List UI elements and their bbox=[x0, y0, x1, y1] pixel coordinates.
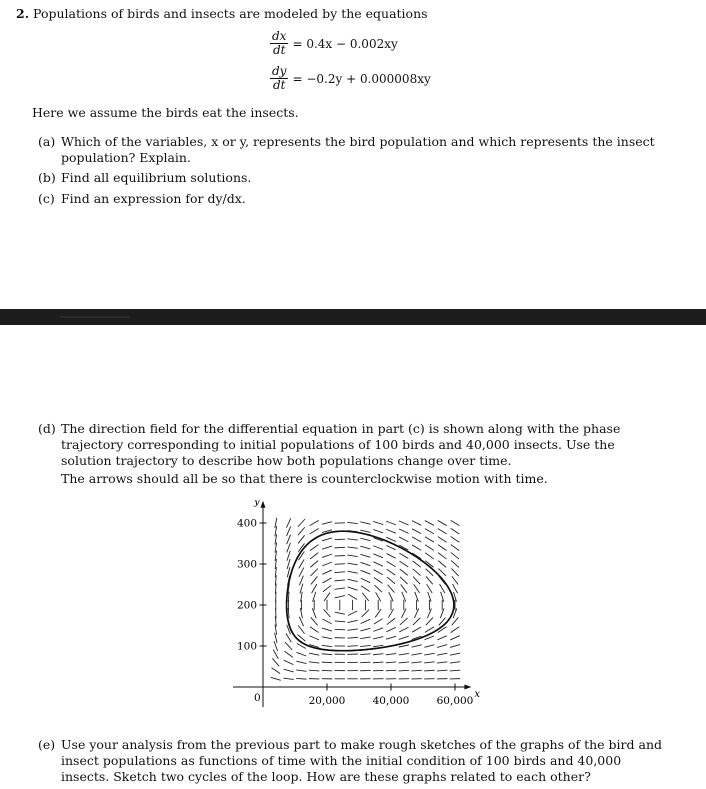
part-text: Which of the variables, x or y, represents the bird population and which represents the insect population? Explain. bbox=[61, 134, 655, 165]
field-segment bbox=[309, 653, 319, 655]
field-segment bbox=[373, 521, 383, 524]
field-segment bbox=[360, 530, 370, 532]
field-segment bbox=[309, 670, 319, 671]
field-segment bbox=[411, 653, 421, 655]
field-segment bbox=[425, 521, 434, 526]
field-segment bbox=[451, 627, 460, 633]
field-segment bbox=[424, 645, 434, 648]
field-segment bbox=[347, 563, 357, 565]
field-segment bbox=[298, 625, 304, 633]
part-text: Find an expression for dy/dx. bbox=[61, 191, 246, 206]
denominator: dt bbox=[272, 43, 286, 57]
field-segment bbox=[399, 636, 409, 639]
field-segment bbox=[299, 560, 304, 569]
part-c bbox=[38, 191, 663, 207]
assumption-note: Here we assume the birds eat the insects. bbox=[32, 105, 299, 120]
field-segment bbox=[310, 627, 319, 633]
field-segment bbox=[399, 670, 409, 671]
field-segment bbox=[298, 519, 305, 527]
field-segment bbox=[347, 522, 357, 523]
field-segment bbox=[323, 585, 331, 591]
field-segment bbox=[298, 535, 304, 543]
field-segment bbox=[286, 518, 290, 527]
field-segment bbox=[322, 619, 331, 624]
field-segment bbox=[413, 618, 420, 625]
field-segment bbox=[322, 654, 332, 655]
field-segment bbox=[451, 528, 460, 534]
field-segment bbox=[310, 520, 319, 525]
field-segment bbox=[413, 569, 421, 576]
field-segment bbox=[451, 561, 459, 568]
field-segment bbox=[284, 651, 292, 657]
field-segment bbox=[439, 569, 446, 576]
field-segment bbox=[348, 594, 357, 599]
field-segment bbox=[272, 658, 279, 666]
field-segment bbox=[360, 522, 370, 524]
field-segment bbox=[388, 585, 395, 593]
field-segment bbox=[273, 650, 278, 659]
field-segment bbox=[399, 529, 408, 533]
part-label: (d) bbox=[38, 421, 56, 436]
field-segment bbox=[322, 662, 332, 663]
field-segment bbox=[386, 662, 396, 663]
field-segment bbox=[298, 527, 305, 535]
field-segment bbox=[451, 553, 459, 559]
part-label: (a) bbox=[38, 134, 56, 149]
field-segment bbox=[399, 561, 408, 567]
field-segment bbox=[271, 677, 281, 680]
field-segment bbox=[451, 536, 460, 542]
field-segment bbox=[324, 593, 330, 601]
numerator: dx bbox=[272, 29, 287, 43]
y-axis-arrowhead bbox=[261, 501, 266, 508]
field-segment bbox=[348, 620, 358, 622]
field-segment bbox=[451, 545, 459, 551]
field-segment bbox=[424, 662, 434, 663]
field-segment bbox=[360, 654, 370, 655]
field-segment bbox=[374, 570, 383, 575]
field-segment bbox=[450, 670, 460, 671]
field-segment bbox=[412, 627, 421, 632]
field-segment bbox=[361, 570, 371, 574]
part-label: (c) bbox=[38, 191, 55, 206]
field-segment bbox=[347, 637, 357, 638]
field-segment bbox=[437, 653, 447, 655]
field-segment bbox=[296, 678, 306, 679]
field-segment bbox=[437, 645, 447, 648]
field-segment bbox=[347, 539, 357, 540]
part-text: Find all equilibrium solutions. bbox=[61, 170, 252, 185]
direction-field-chart bbox=[220, 500, 490, 715]
field-segment bbox=[438, 561, 446, 568]
field-segment bbox=[322, 578, 331, 583]
y-axis-label: y bbox=[254, 500, 260, 508]
part-instruction: The arrows should all be so that there is counterclockwise motion with time. bbox=[61, 471, 548, 486]
field-segment bbox=[400, 618, 408, 625]
part-text: The direction field for the differential equation in part (c) is shown along with the phase trajectory corresponding to initial populations of 100 birds and 40,000 insects. Use the solution trajectory to describe how both populations change over time. bbox=[61, 421, 621, 468]
field-segment bbox=[426, 576, 433, 584]
field-segment bbox=[374, 585, 382, 592]
field-segment bbox=[310, 528, 319, 533]
x-axis-arrowhead bbox=[464, 685, 471, 690]
field-segment bbox=[399, 645, 409, 647]
field-segment bbox=[437, 670, 447, 671]
field-segment bbox=[287, 526, 291, 536]
field-segment bbox=[425, 537, 434, 542]
field-segment bbox=[399, 627, 408, 632]
field-segment bbox=[335, 556, 345, 557]
field-segment bbox=[347, 646, 357, 647]
field-segment bbox=[412, 545, 421, 550]
field-segment bbox=[387, 577, 395, 584]
field-segment bbox=[414, 584, 420, 593]
field-segment bbox=[438, 529, 447, 534]
part-b bbox=[38, 170, 663, 186]
field-segment bbox=[299, 617, 303, 626]
field-segment bbox=[451, 520, 460, 525]
field-segment bbox=[335, 580, 345, 581]
field-segment bbox=[440, 584, 445, 593]
field-segment bbox=[310, 561, 318, 568]
field-segment bbox=[348, 611, 357, 616]
field-segment bbox=[361, 619, 370, 623]
field-segment bbox=[386, 529, 396, 533]
field-segment bbox=[451, 568, 458, 576]
part-d bbox=[38, 421, 663, 487]
field-segment bbox=[450, 662, 460, 663]
field-segment bbox=[322, 570, 331, 574]
field-segment bbox=[386, 545, 395, 549]
field-segment bbox=[386, 654, 396, 655]
field-segment bbox=[311, 576, 317, 584]
problem-number: 2. bbox=[16, 6, 30, 21]
field-segment bbox=[387, 618, 395, 624]
y-tick-label: 300 bbox=[236, 558, 257, 571]
field-segment bbox=[424, 670, 434, 671]
field-segment bbox=[322, 645, 332, 646]
field-segment bbox=[412, 561, 420, 567]
field-segment bbox=[412, 645, 422, 647]
field-segment bbox=[335, 588, 345, 589]
field-segment bbox=[271, 668, 280, 674]
part-label: (b) bbox=[38, 170, 56, 185]
field-segment bbox=[400, 569, 408, 575]
field-segment bbox=[437, 636, 447, 640]
equation-rhs: = −0.2y + 0.000008xy bbox=[292, 71, 431, 86]
field-segment bbox=[361, 586, 370, 592]
field-segment bbox=[335, 612, 345, 614]
field-segment bbox=[375, 609, 381, 617]
part-e bbox=[38, 737, 663, 785]
field-segment bbox=[425, 627, 434, 632]
field-segment bbox=[311, 569, 318, 576]
y-tick-label: 400 bbox=[236, 517, 257, 530]
field-segment bbox=[322, 546, 332, 549]
field-segment bbox=[360, 637, 370, 639]
field-segment bbox=[386, 627, 395, 631]
field-segment bbox=[373, 546, 383, 550]
field-segment bbox=[400, 577, 408, 584]
numerator: dy bbox=[272, 64, 287, 78]
field-segment bbox=[452, 576, 458, 584]
field-segment bbox=[360, 562, 370, 565]
field-segment bbox=[335, 547, 345, 548]
field-segment bbox=[284, 660, 293, 664]
field-segment bbox=[452, 584, 457, 593]
field-segment bbox=[373, 654, 383, 655]
y-tick-label: 200 bbox=[236, 599, 257, 612]
field-segment bbox=[425, 529, 434, 534]
problem-intro: Populations of birds and insects are modeled by the equations bbox=[33, 6, 428, 21]
field-segment bbox=[322, 538, 332, 541]
field-segment bbox=[438, 520, 447, 525]
field-segment bbox=[348, 579, 358, 581]
x-tick-label: 40,000 bbox=[372, 695, 410, 707]
part-text: Use your analysis from the previous part to make rough sketches of the graphs of the bird and insect populations as functions of time with the initial condition of 100 birds and 40,000 insects. Sketch two cycles of the loop. How are these graphs related to each other? bbox=[61, 737, 663, 784]
direction-field-marks bbox=[271, 518, 460, 680]
field-segment bbox=[286, 633, 291, 642]
field-segment bbox=[386, 553, 395, 558]
equation-dxdt bbox=[270, 30, 398, 57]
field-segment bbox=[322, 637, 332, 639]
field-segment bbox=[283, 678, 293, 679]
origin-label: 0 bbox=[254, 692, 261, 704]
field-segment bbox=[411, 670, 421, 671]
field-segment bbox=[296, 670, 306, 671]
field-segment bbox=[399, 521, 409, 525]
field-segment bbox=[322, 628, 332, 631]
field-segment bbox=[360, 645, 370, 646]
y-tick-label: 100 bbox=[236, 640, 257, 653]
field-segment bbox=[347, 571, 357, 573]
equation-dydt bbox=[270, 65, 431, 92]
field-segment bbox=[427, 584, 433, 593]
field-segment bbox=[373, 662, 383, 663]
part-label: (e) bbox=[38, 737, 56, 752]
field-segment bbox=[438, 537, 447, 543]
field-segment bbox=[335, 596, 345, 598]
field-segment bbox=[360, 628, 370, 631]
field-segment bbox=[299, 568, 304, 577]
field-segment bbox=[450, 653, 460, 655]
x-axis-label: x bbox=[474, 689, 481, 700]
x-tick-label: 20,000 bbox=[308, 695, 346, 707]
field-segment bbox=[347, 629, 357, 630]
field-segment bbox=[311, 617, 318, 625]
field-segment bbox=[373, 554, 383, 558]
part-a bbox=[38, 134, 663, 166]
field-segment bbox=[452, 617, 459, 625]
field-segment bbox=[312, 584, 317, 593]
field-segment bbox=[411, 662, 421, 663]
field-segment bbox=[335, 621, 345, 622]
fraction-dydt bbox=[270, 65, 288, 92]
field-segment bbox=[297, 652, 307, 656]
field-segment bbox=[360, 538, 370, 541]
field-segment bbox=[322, 562, 332, 566]
field-segment bbox=[387, 569, 396, 575]
field-segment bbox=[348, 587, 358, 590]
field-segment bbox=[335, 564, 345, 565]
field-segment bbox=[373, 628, 383, 632]
field-segment bbox=[362, 610, 369, 617]
field-segment bbox=[360, 554, 370, 557]
field-segment bbox=[450, 645, 460, 648]
field-segment bbox=[296, 661, 306, 663]
field-segment bbox=[373, 562, 382, 566]
field-segment bbox=[360, 546, 370, 549]
field-segment bbox=[386, 561, 395, 566]
field-segment bbox=[285, 642, 292, 650]
field-segment bbox=[310, 545, 319, 551]
field-segment bbox=[347, 547, 357, 548]
field-segment bbox=[335, 629, 345, 630]
field-segment bbox=[362, 593, 369, 601]
field-segment bbox=[424, 653, 434, 655]
field-segment bbox=[373, 530, 383, 533]
field-segment bbox=[399, 653, 409, 655]
field-segment bbox=[335, 572, 345, 573]
field-segment bbox=[425, 553, 433, 559]
field-segment bbox=[347, 555, 357, 557]
field-segment bbox=[412, 537, 421, 542]
field-segment bbox=[373, 637, 383, 639]
field-segment bbox=[437, 662, 447, 663]
field-segment bbox=[426, 618, 433, 626]
field-segment bbox=[322, 522, 332, 525]
field-segment bbox=[438, 545, 447, 551]
denominator: dt bbox=[272, 78, 286, 92]
x-tick-label: 60,000 bbox=[436, 695, 474, 707]
field-segment bbox=[284, 669, 294, 672]
field-segment bbox=[361, 578, 370, 583]
field-segment bbox=[425, 545, 434, 551]
field-segment bbox=[310, 553, 318, 559]
field-segment bbox=[373, 645, 383, 647]
field-segment bbox=[386, 521, 396, 525]
field-segment bbox=[322, 554, 332, 557]
field-segment bbox=[399, 553, 408, 558]
field-segment bbox=[401, 584, 407, 592]
field-segment bbox=[438, 553, 446, 559]
field-segment bbox=[399, 662, 409, 663]
fraction-dxdt bbox=[270, 30, 288, 57]
field-segment bbox=[412, 529, 421, 534]
field-segment bbox=[374, 577, 383, 583]
field-segment bbox=[413, 577, 420, 585]
field-segment bbox=[324, 609, 331, 617]
field-segment bbox=[450, 636, 459, 640]
problem-heading bbox=[16, 6, 428, 21]
y-tick-group bbox=[237, 518, 267, 653]
field-segment bbox=[374, 619, 383, 625]
field-segment bbox=[399, 537, 408, 542]
field-segment bbox=[309, 636, 319, 640]
equation-rhs: = 0.4x − 0.002xy bbox=[292, 36, 398, 51]
page-separator-bar bbox=[0, 309, 706, 325]
field-segment bbox=[309, 662, 319, 663]
field-segment bbox=[386, 636, 396, 639]
field-segment bbox=[412, 521, 421, 526]
